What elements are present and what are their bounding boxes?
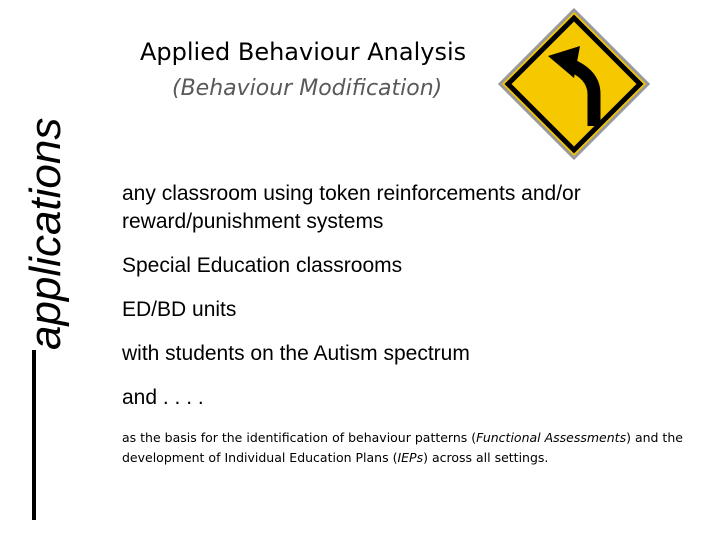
footnote-text: as the basis for the identification of behaviour patterns (: [122, 430, 477, 445]
slide-subtitle: (Behaviour Modification): [172, 76, 443, 101]
list-item: Special Education classrooms: [122, 254, 403, 277]
list-item: any classroom using token reinforcements and/or reward/punishment systems: [122, 182, 581, 233]
list-item: with students on the Autism spectrum: [122, 342, 470, 365]
footnote-text: ) and the development of Individual Education Plans (: [122, 430, 683, 465]
bullet-list: [122, 180, 702, 428]
side-divider-line: [32, 350, 36, 520]
footnote-emphasis: IEPs: [397, 450, 424, 465]
curve-left-road-sign-icon: [498, 8, 650, 160]
slide-title: Applied Behaviour Analysis: [140, 38, 467, 66]
footnote-emphasis: Functional Assessments: [476, 430, 627, 445]
footnote-text: ) across all settings.: [423, 450, 549, 465]
footnote: [122, 428, 720, 468]
list-item: and . . . .: [122, 386, 204, 409]
list-item: ED/BD units: [122, 298, 237, 321]
side-title: applications: [21, 117, 70, 350]
